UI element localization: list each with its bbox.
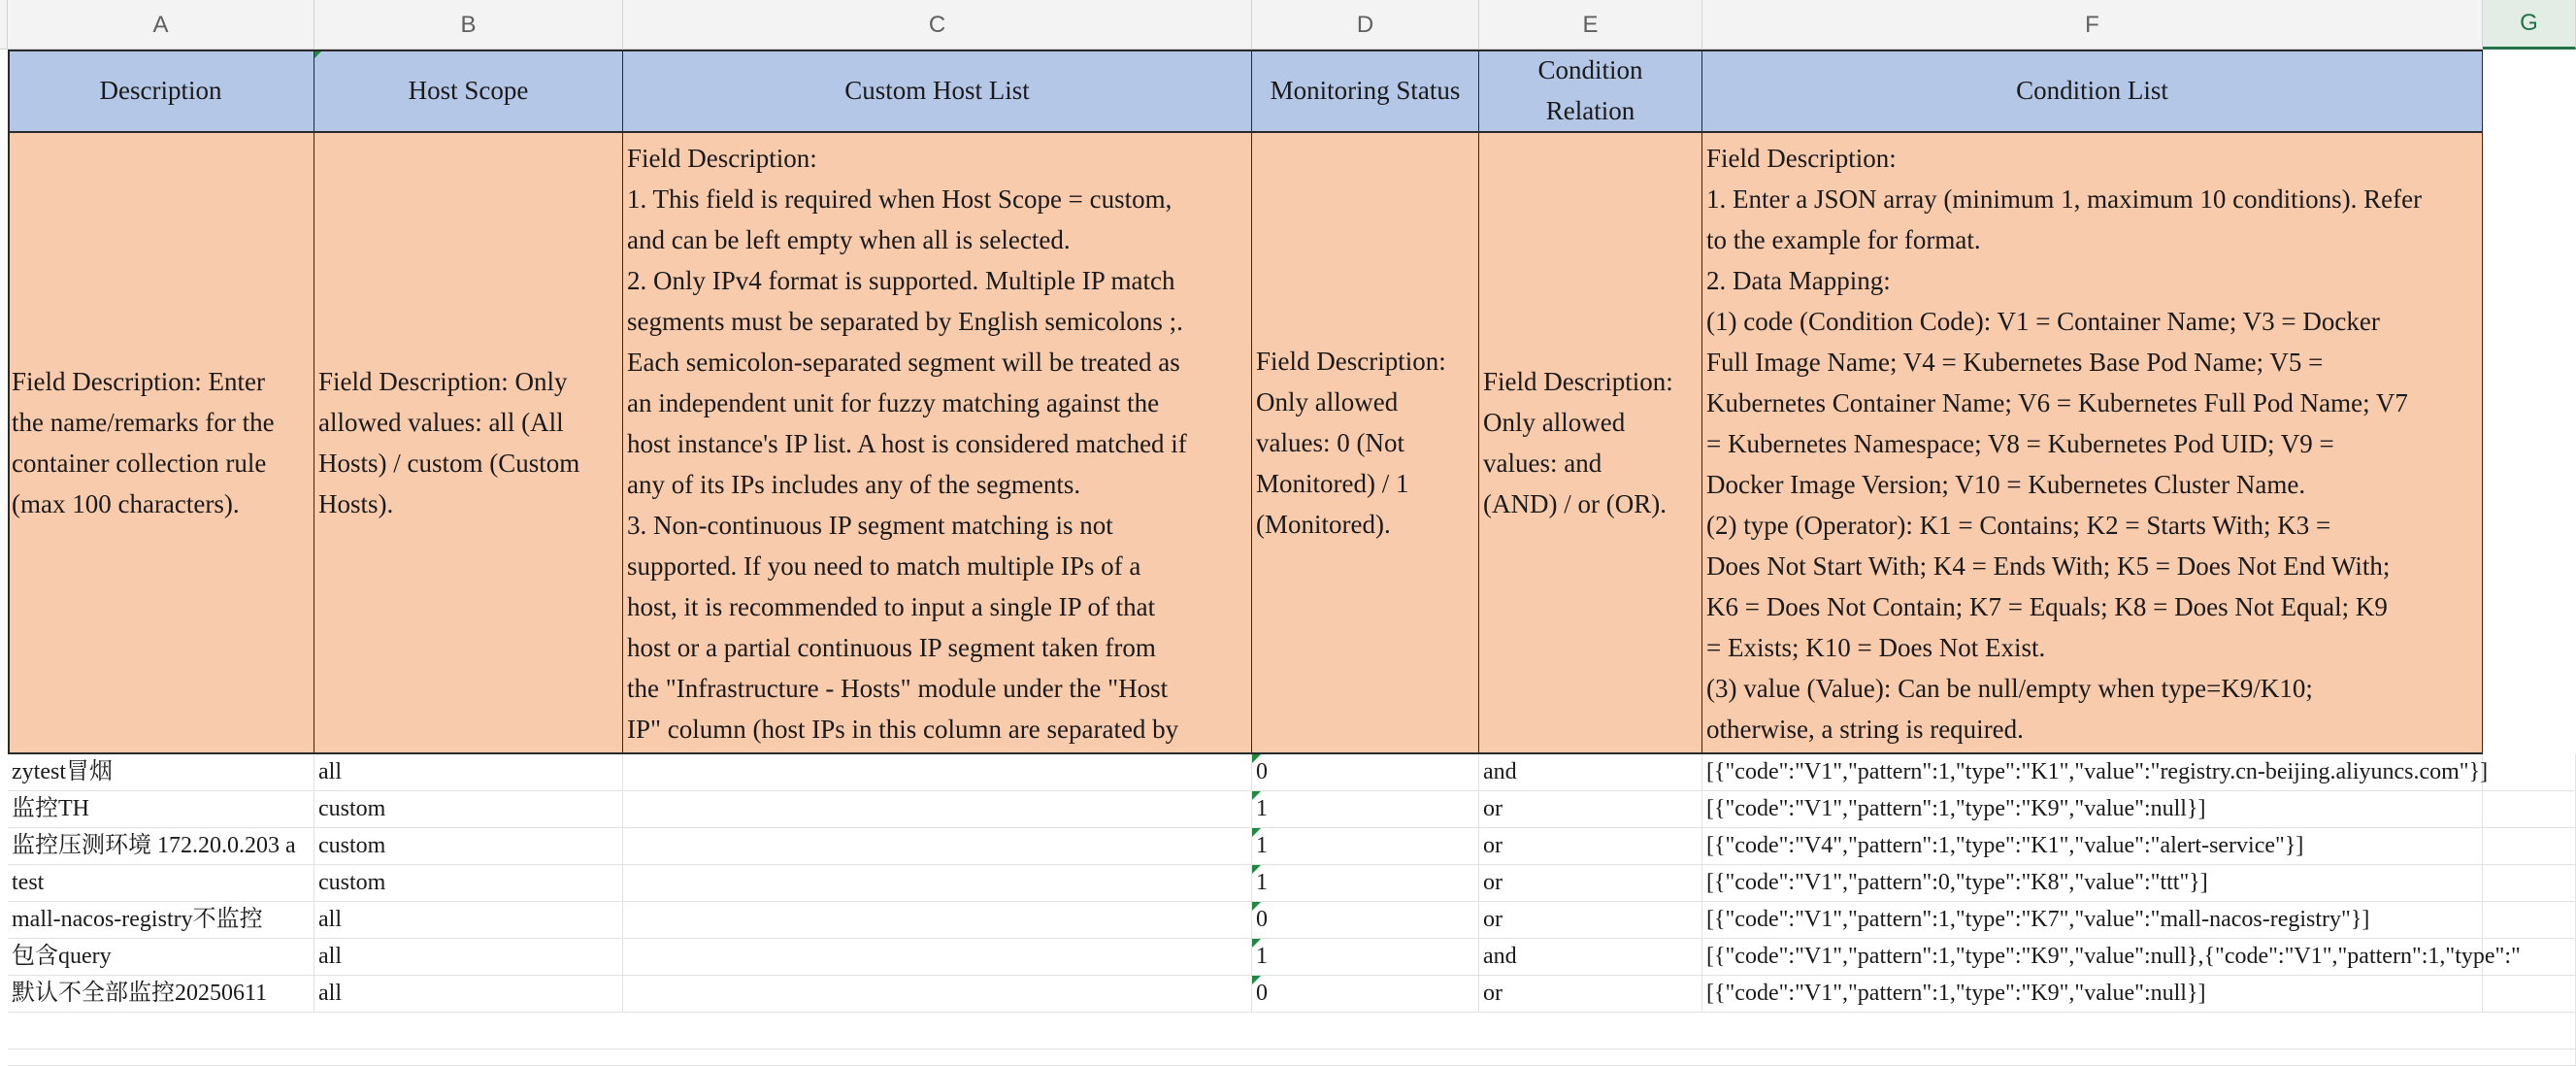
cell-custom-host-list[interactable]	[623, 828, 1252, 865]
cell-host-scope[interactable]: custom	[314, 865, 623, 902]
column-header-g[interactable]: G	[2483, 0, 2576, 50]
column-header-f[interactable]: F	[1702, 0, 2483, 50]
cell-monitoring-status[interactable]: 1	[1252, 865, 1479, 902]
empty-row[interactable]	[8, 1013, 2576, 1049]
cell-empty[interactable]	[2483, 939, 2576, 976]
cell-description[interactable]: 监控TH	[8, 791, 314, 828]
column-header-d[interactable]: D	[1252, 0, 1479, 50]
header-cell-condition-list[interactable]: Condition List	[1702, 50, 2483, 133]
column-header-c[interactable]: C	[623, 0, 1252, 50]
header-cell-monitoring-status[interactable]: Monitoring Status	[1252, 50, 1479, 133]
description-cell-condition-relation[interactable]: Field Description: Only allowed values: and (AND) / or (OR).	[1479, 133, 1702, 754]
cell-monitoring-status[interactable]: 0	[1252, 976, 1479, 1013]
cell-condition-relation[interactable]: or	[1479, 865, 1702, 902]
header-cell-host-scope[interactable]: Host Scope	[314, 50, 623, 133]
cell-monitoring-status[interactable]: 1	[1252, 939, 1479, 976]
description-cell-description[interactable]: Field Description: Enter the name/remarks for the container collection rule (max 100 characters).	[8, 133, 314, 754]
cell-host-scope[interactable]: all	[314, 939, 623, 976]
description-cell-condition-list[interactable]: Field Description: 1. Enter a JSON array (minimum 1, maximum 10 conditions). Refer to the example for format. 2. Data Mapping: (1) code (Condition Code): V1 = Container Name; V3 = Docker Full Image Name; V4 = Kubernetes Base Pod Name; V5 = Kubernetes Container Name; V6 = Kubernetes Full Pod Name; V7 = Kubernetes Namespace; V8 = Kubernetes Pod UID; V9 = Docker Image Version; V10 = Kubernetes Cluster Name. (2) type (Operator): K1 = Contains; K2 = Starts With; K3 = Does Not Start With; K4 = Ends With; K5 = Does Not End With; K6 = Does Not Contain; K7 = Equals; K8 = Does Not Equal; K9 = Exists; K10 = Does Not Exist. (3) value (Value): Can be null/empty when type=K9/K10; otherwise, a string is required.	[1702, 133, 2483, 754]
cell-description[interactable]: test	[8, 865, 314, 902]
cell-condition-list[interactable]: [{"code":"V1","pattern":1,"type":"K9","value":null}]	[1702, 791, 2483, 828]
cell-condition-list[interactable]: [{"code":"V1","pattern":0,"type":"K8","value":"ttt"}]	[1702, 865, 2483, 902]
cell-empty[interactable]	[2483, 976, 2576, 1013]
cell-empty[interactable]	[2483, 828, 2576, 865]
cell-description[interactable]: zytest冒烟	[8, 754, 314, 791]
cell-condition-relation[interactable]: or	[1479, 791, 1702, 828]
cell-host-scope[interactable]: all	[314, 754, 623, 791]
column-header-bar	[0, 0, 2576, 50]
cell-custom-host-list[interactable]	[623, 791, 1252, 828]
cell-empty[interactable]	[2483, 754, 2576, 791]
cell-custom-host-list[interactable]	[623, 902, 1252, 939]
description-cell-custom-host-list[interactable]: Field Description: 1. This field is required when Host Scope = custom, and can be left empty when all is selected. 2. Only IPv4 format is supported. Multiple IP match segments must be separated by English semicolons ;. Each semicolon-separated segment will be treated as an independent unit for fuzzy matching against the host instance's IP list. A host is considered matched if any of its IPs includes any of the segments. 3. Non-continuous IP segment matching is not supported. If you need to match multiple IPs of a host, it is recommended to input a single IP of that host or a partial continuous IP segment taken from the "Infrastructure - Hosts" module under the "Host IP" column (host IPs in this column are separated by	[623, 133, 1252, 754]
cell-monitoring-status[interactable]: 0	[1252, 754, 1479, 791]
cell-host-scope[interactable]: all	[314, 902, 623, 939]
empty-row[interactable]	[8, 1049, 2576, 1066]
cell-host-scope[interactable]: custom	[314, 828, 623, 865]
cell-condition-list[interactable]: [{"code":"V1","pattern":1,"type":"K7","value":"mall-nacos-registry"}]	[1702, 902, 2483, 939]
cell-description[interactable]: mall-nacos-registry不监控	[8, 902, 314, 939]
header-cell-condition-relation[interactable]: Condition Relation	[1479, 50, 1702, 133]
cell-description[interactable]: 默认不全部监控20250611	[8, 976, 314, 1013]
select-all-corner[interactable]	[0, 0, 8, 50]
cell-host-scope[interactable]: all	[314, 976, 623, 1013]
cell-host-scope[interactable]: custom	[314, 791, 623, 828]
header-cell-custom-host-list[interactable]: Custom Host List	[623, 50, 1252, 133]
description-cell-monitoring-status[interactable]: Field Description: Only allowed values: 0 (Not Monitored) / 1 (Monitored).	[1252, 133, 1479, 754]
cell-condition-list[interactable]: [{"code":"V1","pattern":1,"type":"K1","value":"registry.cn-beijing.aliyuncs.com"}]	[1702, 754, 2483, 791]
cell-empty[interactable]	[2483, 791, 2576, 828]
cell-monitoring-status[interactable]: 1	[1252, 828, 1479, 865]
cell-description[interactable]: 监控压测环境 172.20.0.203 a	[8, 828, 314, 865]
cell-custom-host-list[interactable]	[623, 939, 1252, 976]
column-header-a[interactable]: A	[8, 0, 314, 50]
cell-monitoring-status[interactable]: 1	[1252, 791, 1479, 828]
cell-condition-list[interactable]: [{"code":"V1","pattern":1,"type":"K9","value":null},{"code":"V1","pattern":1,"type":"	[1702, 939, 2483, 976]
cell-condition-relation[interactable]: or	[1479, 902, 1702, 939]
column-header-b[interactable]: B	[314, 0, 623, 50]
cell-condition-relation[interactable]: and	[1479, 754, 1702, 791]
cell-condition-list[interactable]: [{"code":"V1","pattern":1,"type":"K9","value":null}]	[1702, 976, 2483, 1013]
cell-condition-relation[interactable]: or	[1479, 976, 1702, 1013]
cell-condition-relation[interactable]: and	[1479, 939, 1702, 976]
header-cell-description[interactable]: Description	[8, 50, 314, 133]
cell-condition-list[interactable]: [{"code":"V4","pattern":1,"type":"K1","value":"alert-service"}]	[1702, 828, 2483, 865]
cell-condition-relation[interactable]: or	[1479, 828, 1702, 865]
cell-empty[interactable]	[2483, 865, 2576, 902]
cell-custom-host-list[interactable]	[623, 976, 1252, 1013]
cell-empty[interactable]	[2483, 902, 2576, 939]
column-header-e[interactable]: E	[1479, 0, 1702, 50]
cell-monitoring-status[interactable]: 0	[1252, 902, 1479, 939]
cell-custom-host-list[interactable]	[623, 754, 1252, 791]
cell-custom-host-list[interactable]	[623, 865, 1252, 902]
description-cell-host-scope[interactable]: Field Description: Only allowed values: all (All Hosts) / custom (Custom Hosts).	[314, 133, 623, 754]
cell-description[interactable]: 包含query	[8, 939, 314, 976]
